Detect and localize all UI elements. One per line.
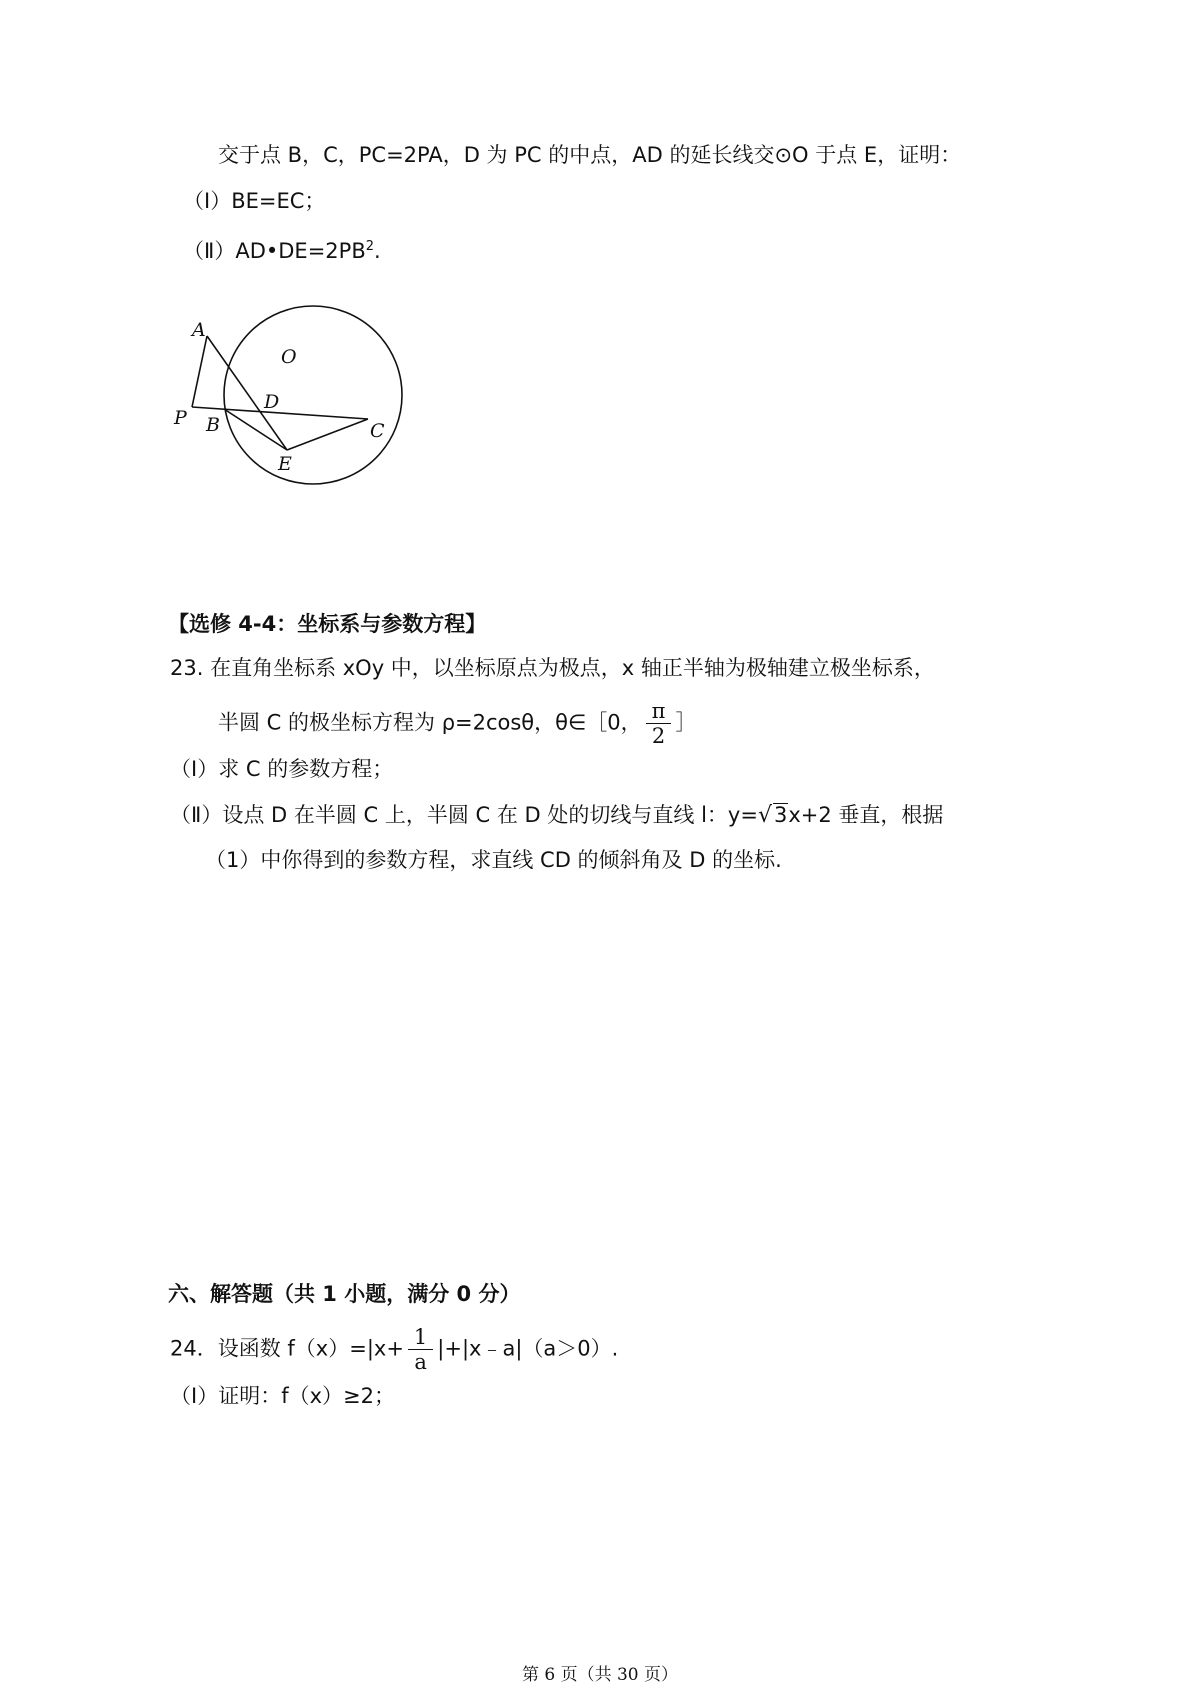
q24-line1-text: 24．设函数 f（x）=|x+: [170, 1336, 404, 1361]
q23-fraction-numerator: π: [646, 699, 672, 724]
segment-pa: [192, 336, 207, 407]
q24-part1: （Ⅰ）证明：f（x）≥2；: [170, 1384, 395, 1408]
q23-part2-text: （Ⅱ）设点 D 在半圆 C 上，半圆 C 在 D 处的切线与直线 l：y=: [170, 803, 758, 827]
section-6-heading: 六、解答题（共 1 小题，满分 0 分）: [168, 1282, 521, 1306]
q22-part2-exponent: 2: [365, 239, 375, 254]
q22-part2-text: （Ⅱ）AD•DE=2PB: [183, 239, 366, 263]
q24-fraction-denominator: a: [414, 1350, 427, 1374]
q23-line2-text: 半圆 C 的极坐标方程为 ρ=2cosθ，θ∈［0，: [218, 710, 642, 735]
circle-o: [224, 306, 402, 484]
label-e: E: [278, 453, 292, 475]
section-44-heading: 【选修 4-4：坐标系与参数方程】: [168, 612, 487, 636]
label-o: O: [281, 346, 297, 368]
circle-geometry-figure: [174, 290, 408, 510]
label-d: D: [264, 391, 280, 413]
sqrt-icon: √: [757, 803, 772, 828]
q22-line1: 交于点 B，C，PC=2PA，D 为 PC 的中点，AD 的延长线交⊙O 于点 E，证明：: [218, 143, 962, 167]
q24-fraction: [408, 1325, 433, 1374]
q24-fraction-numerator: 1: [408, 1325, 433, 1350]
q23-line2: [218, 699, 696, 748]
q22-part1: （Ⅰ）BE=EC；: [183, 189, 326, 213]
page-footer: 第 6 页（共 30 页）: [521, 1665, 679, 1685]
q24-line1-text-end: |+|x﹣a|（a＞0）.: [437, 1336, 619, 1361]
q23-line1: 23. 在直角坐标系 xOy 中，以坐标原点为极点，x 轴正半轴为极轴建立极坐标系，: [170, 656, 935, 680]
q23-part1: （Ⅰ）求 C 的参数方程；: [170, 757, 394, 781]
sqrt-radicand: 3: [773, 803, 788, 827]
q23-part2: [170, 800, 943, 831]
segment-be: [224, 409, 287, 450]
q23-line2-bracket: ］: [675, 710, 697, 735]
q23-fraction: [646, 699, 672, 748]
label-c: C: [370, 420, 385, 442]
segment-ec: [287, 419, 368, 450]
q24-line1: [170, 1325, 618, 1374]
label-b: B: [206, 414, 220, 436]
q23-part2-line2: （1）中你得到的参数方程，求直线 CD 的倾斜角及 D 的坐标.: [205, 848, 782, 872]
q23-fraction-denominator: 2: [651, 724, 666, 748]
q22-part2: [183, 232, 381, 266]
q23-part2-text-end: x+2 垂直，根据: [788, 803, 944, 827]
q22-part2-period: .: [374, 239, 381, 263]
label-a: A: [192, 319, 206, 341]
label-p: P: [174, 407, 187, 429]
